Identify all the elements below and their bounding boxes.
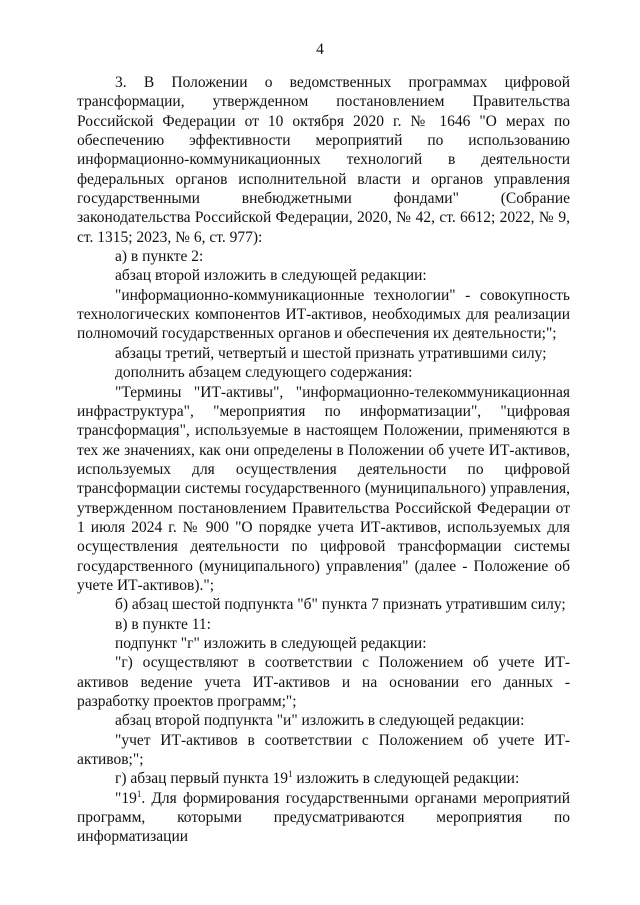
paragraph: абзац второй изложить в следующей редакции: — [115, 267, 427, 285]
paragraph-point-19-1 — [77, 789, 570, 847]
text-span: "19 — [115, 789, 137, 807]
paragraph-intro: 3. В Положении о ведомственных программах цифровой трансформации, утвержденном постановлением Правительства Российской Федерации от 10 октября 2020 г. № 1646 "О мерах по обеспечению эффективности мероприятий по использованию информационно-коммуникационных технологий в деятельности федеральных органов исполнительной власти и органов управления государственными внебюджетными фондами" (Собрание законодательства Российской Федерации, 2020, № 42, ст. 6612; 2022, № 9, ст. 1315; 2023, № 6, ст. 977): — [77, 74, 570, 246]
paragraph-item-b: б) абзац шестой подпункта "б" пункта 7 признать утратившим силу; — [115, 596, 566, 614]
paragraph-it-accounting: "учет ИТ-активов в соответствии с Положением об учете ИТ-активов;"; — [77, 731, 570, 769]
paragraph-definition: "информационно-коммуникационные технологии" - совокупность технологических компонентов ИТ-активов, необходимых для реализации полномочий государственных органов и обеспечения их деятельности;"; — [77, 286, 570, 343]
text-span: г) абзац первый пункта 19 — [115, 770, 289, 788]
paragraph: подпункт "г" изложить в следующей редакции: — [115, 634, 427, 652]
paragraph-item-g — [77, 769, 570, 788]
paragraph: абзацы третий, четвертый и шестой признать утратившими силу; — [115, 344, 547, 362]
paragraph-terms: "Термины "ИТ-активы", "информационно-телекоммуникационная инфраструктура", "мероприятия по информатизации", "цифровая трансформация", используемые в настоящем Положении, применяются в тех же значениях, как они определены в Положении об учете ИТ-активов, используемых для осуществления деятельности по цифровой трансформации системы государственного (муниципального) управления, утвержденном постановлением Правительства Российской Федерации от 1 июля 2024 г. № 900 "О порядке учета ИТ-активов, используемых для осуществления деятельности по цифровой трансформации системы государственного (муниципального) управления" (далее - Положение об учете ИТ-активов)."; — [77, 383, 570, 594]
paragraph: дополнить абзацем следующего содержания: — [115, 364, 413, 382]
paragraph-item-v: в) в пункте 11: — [115, 615, 211, 633]
superscript: 1 — [136, 788, 142, 799]
paragraph: абзац второй подпункта "и" изложить в следующей редакции: — [115, 712, 525, 730]
page-number: 4 — [316, 41, 324, 58]
document-body — [77, 73, 570, 847]
paragraph-item-a: а) в пункте 2: — [115, 248, 204, 266]
superscript: 1 — [288, 769, 293, 780]
paragraph-subitem-g: "г) осуществляют в соответствии с Положением об учете ИТ-активов ведение учета ИТ-активов и на основании его данных - разработку проектов программ;"; — [77, 654, 570, 710]
text-span: изложить в следующей редакции: — [292, 770, 520, 788]
text-span: . Для формирования государственными органами мероприятий программ, которыми предусматриваются мероприятия по информатизации — [77, 789, 570, 846]
